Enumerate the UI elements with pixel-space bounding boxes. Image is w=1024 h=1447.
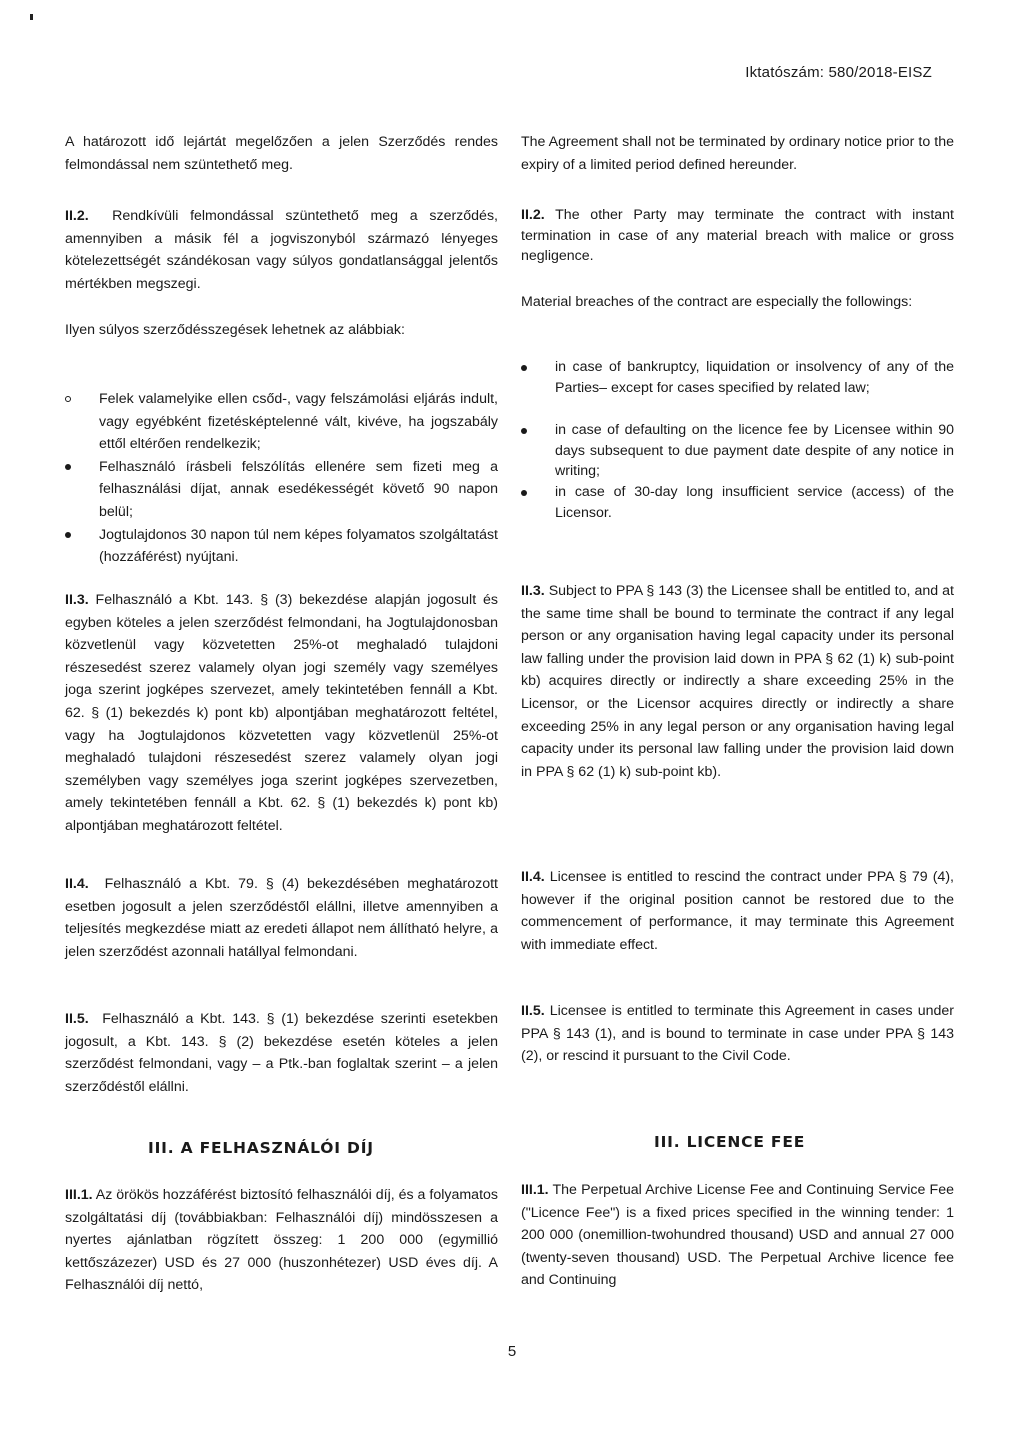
left-intro-paragraph: A határozott idő lejártát megelőzően a jelen Szerződés rendes felmondással nem szüntethető meg.: [65, 134, 498, 173]
list-item: in case of 30-day long insufficient service (access) of the Licensor.: [521, 482, 954, 523]
left-section-2-5: II.5. Felhasználó a Kbt. 143. § (1) bekezdése szerinti esetekben jogosult, a Kbt. 143. § (2) bekezdése esetén köteles a jelen szerződést felmondani, vagy – a Ptk.-ban foglaltak szerint – a jelen szerződéstől elállni.: [65, 1011, 498, 1095]
section-number: II.5.: [65, 1011, 89, 1027]
list-item: in case of defaulting on the licence fee by Licensee within 90 days subsequent to due payment date despite of any notice in writing;: [521, 420, 954, 482]
right-breaches-intro: Material breaches of the contract are especially the followings:: [521, 294, 913, 310]
right-breach-list: [521, 357, 954, 523]
bullet-icon: [521, 490, 527, 496]
bullet-icon: [65, 532, 71, 538]
section-number: II.3.: [65, 592, 89, 608]
left-breach-list: [65, 388, 498, 569]
page-number: 5: [507, 1343, 517, 1360]
right-section-3-1: III.1. The Perpetual Archive License Fee and Continuing Service Fee ("Licence Fee") is a fixed prices specified in the winning tender: 1 200 000 (onemillion-twohundred thousand) USD and annual 27 000 (twenty-seven thousand) USD. The Perpetual Archive licence fee and Continuing: [521, 1182, 954, 1289]
bullet-icon: [65, 464, 71, 470]
bullet-icon: [521, 365, 527, 371]
list-item: in case of bankruptcy, liquidation or insolvency of any of the Parties– except for cases specified by related law;: [521, 357, 954, 398]
right-section-2-5: II.5. Licensee is entitled to terminate this Agreement in cases under PPA § 143 (1), and is bound to terminate in case under PPA § 143 (2), or rescind it pursuant to the Civil Code.: [521, 1003, 954, 1065]
list-item: Felhasználó írásbeli felszólítás ellenére sem fizeti meg a felhasználási díjat, annak esedékességét követő 90 napon belül;: [65, 456, 498, 524]
reference-number: Iktatószám: 580/2018-EISZ: [745, 64, 932, 81]
bullet-icon: [521, 428, 527, 434]
section-number: II.4.: [521, 869, 545, 885]
right-section-2-4: II.4. Licensee is entitled to rescind the contract under PPA § 79 (4), however if the original position cannot be restored due to the commencement of performance, it may terminate this Agreement with immediate effect.: [521, 869, 954, 953]
section-number: II.3.: [521, 583, 545, 599]
right-intro-paragraph: The Agreement shall not be terminated by ordinary notice prior to the expiry of a limited period defined hereunder.: [521, 134, 954, 173]
list-item: Felek valamelyike ellen csőd-, vagy felszámolási eljárás indult, vagy egyébként fizetésképtelenné vált, kivéve, ha jogszabály ettől eltérően rendelkezik;: [65, 388, 498, 456]
left-breaches-intro: Ilyen súlyos szerződésszegések lehetnek az alábbiak:: [65, 322, 405, 338]
section-number: II.2.: [65, 208, 89, 224]
left-section-heading: III. A FELHASZNÁLÓI DÍJ: [148, 1139, 374, 1157]
section-number: II.4.: [65, 876, 89, 892]
right-section-2-2: II.2. The other Party may terminate the contract with instant termination in case of any material breach with malice or gross negligence.: [521, 207, 954, 265]
section-number: III.1.: [521, 1182, 549, 1198]
right-section-2-3: II.3. Subject to PPA § 143 (3) the Licensee shall be entitled to, and at the same time shall be bound to terminate the contract if any legal person or any organisation having legal capacity under its personal law falling under the provision laid down in PPA § 62 (1) k) sub-point kb) acquires directly or indirectly a share exceeding 25% in the Licensor, or the Licensor acquires directly or indirectly a share exceeding 25% in any legal person or any organisation having legal capacity under its personal law falling under the provision laid down in PPA § 62 (1) k) sub-point kb).: [521, 583, 954, 780]
list-item: Jogtulajdonos 30 napon túl nem képes folyamatos szolgáltatást (hozzáférést) nyújtani.: [65, 524, 498, 569]
bullet-icon: [65, 396, 71, 402]
left-section-2-4: II.4. Felhasználó a Kbt. 79. § (4) bekezdésében meghatározott esetben jogosult a jelen szerződéstől elállni, illetve amennyiben a teljesítés megkezdése miatt az eredeti állapot nem állítható helyre, a jelen szerződést azonnali hatállyal felmondani.: [65, 876, 498, 960]
right-section-heading: III. LICENCE FEE: [654, 1133, 806, 1151]
scan-mark: [30, 14, 33, 20]
left-section-2-2: II.2. Rendkívüli felmondással szüntethető meg a szerződés, amennyiben a másik fél a jogviszonyból származó lényeges kötelezettségét szándékosan vagy súlyos gondatlansággal jelentős mértékben megszegi.: [65, 208, 498, 292]
left-section-2-3: II.3. Felhasználó a Kbt. 143. § (3) bekezdése alapján jogosult és egyben köteles a jelen szerződést felmondani, ha Jogtulajdonosban közvetlenül vagy közvetetten 25%-ot meghaladó tulajdoni részesedést szerez valamely olyan jogi személy vagy személyes joga szerint jogképes szervezet, amely tekintetében fennáll a Kbt. 62. § (1) bekezdés k) pont kb) alpontjában meghatározott feltétel, vagy ha Jogtulajdonos közvetetten vagy közvetlenül 25%-ot meghaladó tulajdoni részesedést szerez valamely olyan jogi személyben vagy személyes joga szerint jogképes szervezetben, amely tekintetében fennáll a Kbt. 62. § (1) bekezdés k) pont kb) alpontjában meghatározott feltétel.: [65, 592, 498, 834]
left-section-3-1: III.1. Az örökös hozzáférést biztosító felhasználói díj, és a folyamatos szolgáltatási díj (továbbiakban: Felhasználói díj) mindösszesen a nyertes ajánlatban rögzített összeg: 1 200 000 (egymillió kettőszázezer) USD és 27 000 (huszonhétezer) USD éves díj. A Felhasználói díj nettó,: [65, 1187, 498, 1294]
section-number: II.2.: [521, 207, 545, 223]
section-number: II.5.: [521, 1003, 545, 1019]
section-number: III.1.: [65, 1187, 93, 1203]
